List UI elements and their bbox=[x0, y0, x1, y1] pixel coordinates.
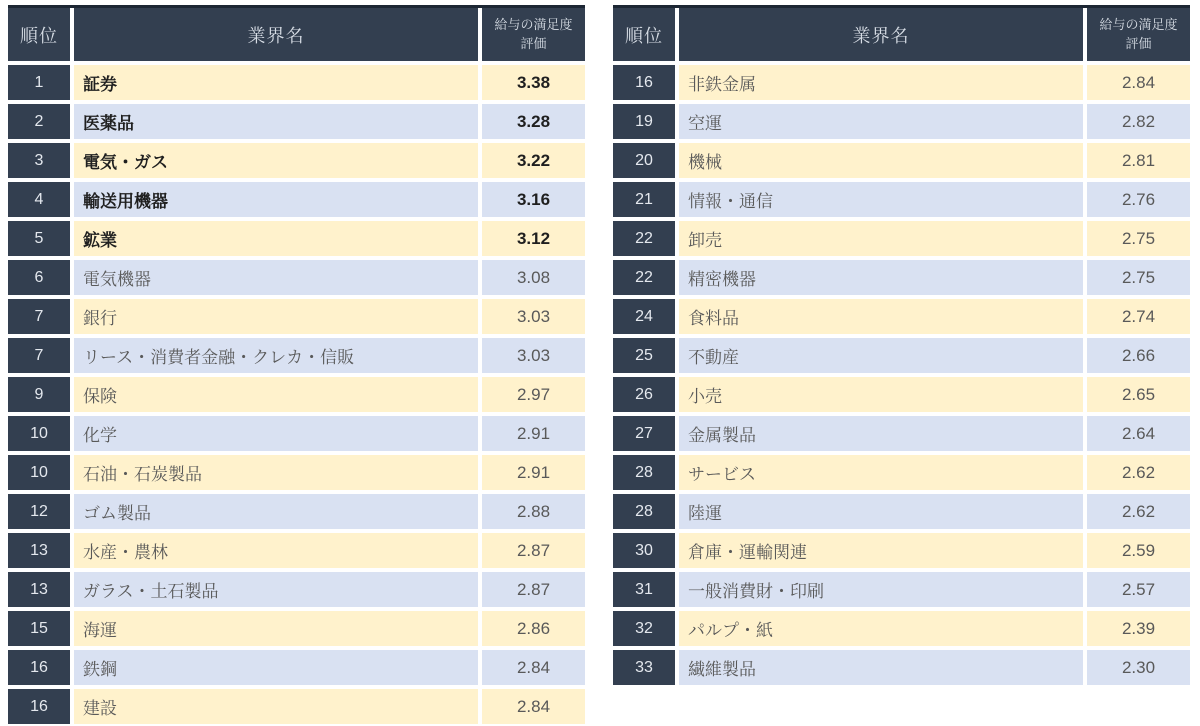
table-row bbox=[8, 650, 585, 685]
score-cell: 2.66 bbox=[1087, 338, 1190, 373]
score-cell: 3.12 bbox=[482, 221, 585, 256]
score-cell: 2.75 bbox=[1087, 260, 1190, 295]
ranking-table-right bbox=[613, 5, 1190, 685]
score-cell: 2.64 bbox=[1087, 416, 1190, 451]
table-row bbox=[613, 650, 1190, 685]
industry-cell: 機械 bbox=[679, 143, 1083, 178]
score-cell: 2.62 bbox=[1087, 455, 1190, 490]
rank-cell: 10 bbox=[8, 416, 70, 451]
score-header-line1: 給与の満足度 bbox=[494, 16, 573, 32]
industry-cell: 小売 bbox=[679, 377, 1083, 412]
rank-cell: 30 bbox=[613, 533, 675, 568]
industry-cell: 保険 bbox=[74, 377, 478, 412]
rank-cell: 16 bbox=[613, 65, 675, 100]
rank-cell: 27 bbox=[613, 416, 675, 451]
score-cell: 2.75 bbox=[1087, 221, 1190, 256]
table-row bbox=[613, 260, 1190, 295]
score-cell: 2.97 bbox=[482, 377, 585, 412]
table-body bbox=[8, 65, 585, 724]
score-header-line1: 給与の満足度 bbox=[1099, 16, 1178, 32]
industry-cell: 鉱業 bbox=[74, 221, 478, 256]
score-cell: 3.22 bbox=[482, 143, 585, 178]
industry-cell: 非鉄金属 bbox=[679, 65, 1083, 100]
rank-cell: 13 bbox=[8, 572, 70, 607]
table-row bbox=[613, 299, 1190, 334]
industry-cell: 倉庫・運輸関連 bbox=[679, 533, 1083, 568]
rank-cell: 9 bbox=[8, 377, 70, 412]
table-row bbox=[8, 611, 585, 646]
score-cell: 2.84 bbox=[1087, 65, 1190, 100]
industry-cell: 鉄鋼 bbox=[74, 650, 478, 685]
table-row bbox=[8, 455, 585, 490]
table-row bbox=[8, 260, 585, 295]
rank-cell: 2 bbox=[8, 104, 70, 139]
score-cell: 2.84 bbox=[482, 689, 585, 724]
rank-cell: 5 bbox=[8, 221, 70, 256]
rank-cell: 15 bbox=[8, 611, 70, 646]
rank-cell: 22 bbox=[613, 221, 675, 256]
table-row bbox=[613, 338, 1190, 373]
rank-cell: 16 bbox=[8, 650, 70, 685]
industry-cell: 陸運 bbox=[679, 494, 1083, 529]
industry-cell: 空運 bbox=[679, 104, 1083, 139]
table-row bbox=[8, 221, 585, 256]
table-header bbox=[8, 5, 585, 61]
score-cell: 2.81 bbox=[1087, 143, 1190, 178]
score-cell: 2.57 bbox=[1087, 572, 1190, 607]
industry-cell: 卸売 bbox=[679, 221, 1083, 256]
table-row bbox=[8, 494, 585, 529]
table-body bbox=[613, 65, 1190, 685]
score-cell: 2.30 bbox=[1087, 650, 1190, 685]
table-row bbox=[613, 572, 1190, 607]
rank-cell: 33 bbox=[613, 650, 675, 685]
table-row bbox=[8, 65, 585, 100]
industry-cell: 輸送用機器 bbox=[74, 182, 478, 217]
table-row bbox=[613, 104, 1190, 139]
table-row bbox=[613, 65, 1190, 100]
rank-cell: 25 bbox=[613, 338, 675, 373]
table-header bbox=[613, 5, 1190, 61]
table-row bbox=[613, 494, 1190, 529]
score-cell: 3.08 bbox=[482, 260, 585, 295]
industry-cell: 証券 bbox=[74, 65, 478, 100]
industry-cell: 金属製品 bbox=[679, 416, 1083, 451]
industry-cell: 水産・農林 bbox=[74, 533, 478, 568]
industry-cell: 海運 bbox=[74, 611, 478, 646]
score-cell: 2.84 bbox=[482, 650, 585, 685]
industry-cell: 建設 bbox=[74, 689, 478, 724]
industry-cell: 繊維製品 bbox=[679, 650, 1083, 685]
table-row bbox=[8, 416, 585, 451]
score-cell: 2.82 bbox=[1087, 104, 1190, 139]
rank-cell: 22 bbox=[613, 260, 675, 295]
score-cell: 2.59 bbox=[1087, 533, 1190, 568]
rank-column-header: 順位 bbox=[8, 8, 70, 61]
score-cell: 2.91 bbox=[482, 416, 585, 451]
rank-cell: 6 bbox=[8, 260, 70, 295]
rank-cell: 21 bbox=[613, 182, 675, 217]
industry-cell: 精密機器 bbox=[679, 260, 1083, 295]
industry-cell: 銀行 bbox=[74, 299, 478, 334]
rank-cell: 16 bbox=[8, 689, 70, 724]
rank-cell: 3 bbox=[8, 143, 70, 178]
score-column-header bbox=[1087, 8, 1190, 61]
industry-cell: 電気機器 bbox=[74, 260, 478, 295]
rank-cell: 19 bbox=[613, 104, 675, 139]
industry-cell: ガラス・土石製品 bbox=[74, 572, 478, 607]
rank-cell: 12 bbox=[8, 494, 70, 529]
score-header-line2: 評価 bbox=[1125, 35, 1152, 51]
table-row bbox=[613, 182, 1190, 217]
table-row bbox=[613, 611, 1190, 646]
score-cell: 2.76 bbox=[1087, 182, 1190, 217]
rank-cell: 26 bbox=[613, 377, 675, 412]
score-column-header bbox=[482, 8, 585, 61]
rank-cell: 31 bbox=[613, 572, 675, 607]
rank-cell: 32 bbox=[613, 611, 675, 646]
industry-cell: パルプ・紙 bbox=[679, 611, 1083, 646]
ranking-table-left bbox=[8, 5, 585, 724]
score-cell: 3.28 bbox=[482, 104, 585, 139]
table-row bbox=[613, 221, 1190, 256]
table-row bbox=[613, 533, 1190, 568]
score-cell: 2.74 bbox=[1087, 299, 1190, 334]
score-cell: 2.91 bbox=[482, 455, 585, 490]
industry-cell: 石油・石炭製品 bbox=[74, 455, 478, 490]
score-cell: 2.62 bbox=[1087, 494, 1190, 529]
table-row bbox=[8, 182, 585, 217]
rank-cell: 28 bbox=[613, 455, 675, 490]
rank-cell: 24 bbox=[613, 299, 675, 334]
table-row bbox=[8, 533, 585, 568]
rank-cell: 7 bbox=[8, 338, 70, 373]
industry-cell: サービス bbox=[679, 455, 1083, 490]
industry-cell: 食料品 bbox=[679, 299, 1083, 334]
rank-column-header: 順位 bbox=[613, 8, 675, 61]
table-row bbox=[8, 572, 585, 607]
table-row bbox=[613, 455, 1190, 490]
score-cell: 2.87 bbox=[482, 533, 585, 568]
rank-cell: 4 bbox=[8, 182, 70, 217]
industry-cell: 一般消費財・印刷 bbox=[679, 572, 1083, 607]
score-cell: 2.65 bbox=[1087, 377, 1190, 412]
rank-cell: 20 bbox=[613, 143, 675, 178]
industry-cell: 情報・通信 bbox=[679, 182, 1083, 217]
score-cell: 3.03 bbox=[482, 338, 585, 373]
score-cell: 2.39 bbox=[1087, 611, 1190, 646]
score-cell: 3.16 bbox=[482, 182, 585, 217]
score-cell: 2.86 bbox=[482, 611, 585, 646]
table-row bbox=[8, 338, 585, 373]
rank-cell: 10 bbox=[8, 455, 70, 490]
table-row bbox=[8, 143, 585, 178]
table-row bbox=[8, 104, 585, 139]
score-cell: 3.38 bbox=[482, 65, 585, 100]
industry-cell: ゴム製品 bbox=[74, 494, 478, 529]
score-cell: 2.88 bbox=[482, 494, 585, 529]
industry-column-header: 業界名 bbox=[74, 8, 478, 61]
table-row bbox=[613, 377, 1190, 412]
table-row bbox=[8, 299, 585, 334]
table-row bbox=[8, 377, 585, 412]
industry-cell: 化学 bbox=[74, 416, 478, 451]
industry-cell: 電気・ガス bbox=[74, 143, 478, 178]
score-cell: 3.03 bbox=[482, 299, 585, 334]
table-row bbox=[8, 689, 585, 724]
table-row bbox=[613, 416, 1190, 451]
rank-cell: 7 bbox=[8, 299, 70, 334]
score-header-line2: 評価 bbox=[520, 35, 547, 51]
rank-cell: 28 bbox=[613, 494, 675, 529]
rank-cell: 1 bbox=[8, 65, 70, 100]
score-cell: 2.87 bbox=[482, 572, 585, 607]
industry-cell: 不動産 bbox=[679, 338, 1083, 373]
industry-cell: リース・消費者金融・クレカ・信販 bbox=[74, 338, 478, 373]
industry-column-header: 業界名 bbox=[679, 8, 1083, 61]
table-row bbox=[613, 143, 1190, 178]
industry-cell: 医薬品 bbox=[74, 104, 478, 139]
rank-cell: 13 bbox=[8, 533, 70, 568]
